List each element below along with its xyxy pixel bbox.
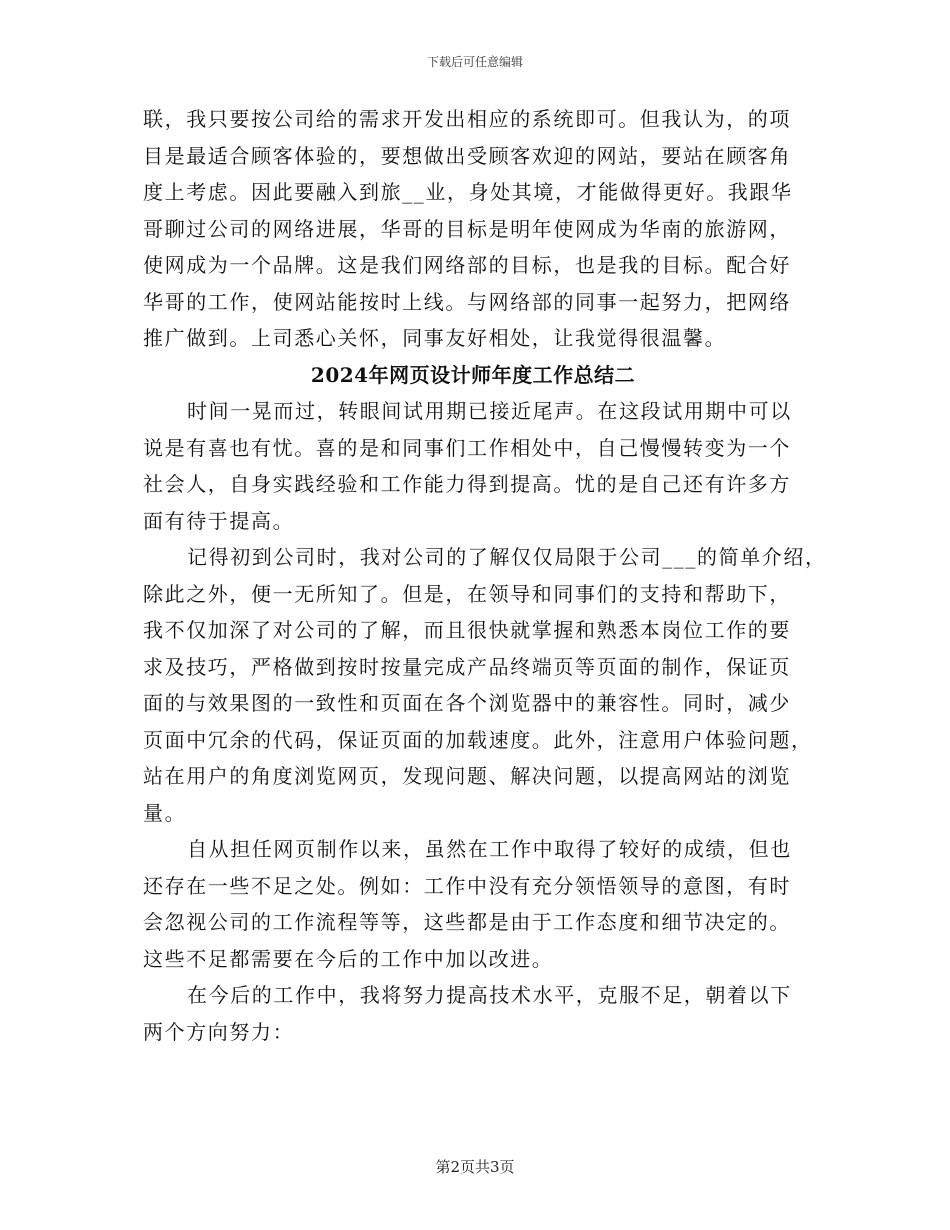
paragraph: [143, 539, 827, 831]
document-body: [143, 101, 827, 1050]
text-line: 社会人，自身实践经验和工作能力得到提高。忧的是自己还有许多方: [143, 472, 791, 496]
text-line: 会忽视公司的工作流程等等，这些都是由于工作态度和细节决定的。: [143, 910, 791, 934]
text-line: 在今后的工作中，我将努力提高技术水平，克服不足，朝着以下: [187, 983, 792, 1007]
text-line: 站在用户的角度浏览网页，发现问题、解决问题，以提高网站的浏览: [143, 764, 791, 788]
text-line: 求及技巧，严格做到按时按量完成产品终端页等页面的制作，保证页: [143, 654, 791, 679]
text-line: 推广做到。上司悉心关怀，同事友好相处，让我觉得很温馨。: [143, 326, 727, 350]
page-number: 第2页共3页: [435, 1158, 515, 1176]
text-line: 时间一晃而过，转眼间试用期已接近尾声。在这段试用期中可以: [187, 399, 792, 423]
text-line: 除此之外，便一无所知了。但是，在领导和同事们的支持和帮助下，: [143, 581, 791, 606]
text-line: 记得初到公司时，我对公司的了解仅仅局限于公司___的简单介绍，: [187, 545, 827, 569]
text-line: 自从担任网页制作以来，虽然在工作中取得了较好的成绩，但也: [187, 837, 792, 861]
text-line: 还存在一些不足之处。例如：工作中没有充分领悟领导的意图，有时: [143, 873, 791, 898]
text-line: 这些不足都需要在今后的工作中加以改进。: [143, 946, 554, 971]
text-line: 哥聊过公司的网络进展，华哥的目标是明年使网成为华南的旅游网，: [143, 216, 791, 241]
text-line: 量。: [143, 800, 187, 825]
text-line: 面的与效果图的一致性和页面在各个浏览器中的兼容性。同时，减少: [143, 691, 791, 715]
paragraph: [143, 831, 803, 977]
text-line: 面有待于提高。: [143, 508, 295, 533]
text-line: 两个方向努力：: [143, 1019, 295, 1044]
header-note: 下载后可任意编辑: [426, 55, 523, 69]
paragraph: [143, 101, 803, 357]
paragraph: [143, 977, 803, 1050]
text-line: 目是最适合顾客体验的，要想做出受顾客欢迎的网站，要站在顾客角: [143, 143, 791, 168]
text-line: 使网成为一个品牌。这是我们网络部的目标，也是我的目标。配合好: [143, 253, 791, 277]
text-line: 我不仅加深了对公司的了解，而且很快就掌握和熟悉本岗位工作的要: [143, 618, 791, 642]
section-title: 2024年网页设计师年度工作总结二: [310, 362, 636, 387]
text-line: 度上考虑。因此要融入到旅__业，身处其境，才能做得更好。我跟华: [143, 180, 793, 204]
text-line: 说是有喜也有忧。喜的是和同事们工作相处中，自己慢慢转变为一个: [143, 435, 791, 460]
text-line: 页面中冗余的代码，保证页面的加载速度。此外，注意用户体验问题，: [143, 727, 813, 752]
text-line: 华哥的工作，使网站能按时上线。与网络部的同事一起努力，把网络: [143, 289, 791, 314]
text-line: 联，我只要按公司给的需求开发出相应的系统即可。但我认为，的项: [143, 107, 791, 131]
paragraph: [143, 393, 803, 539]
